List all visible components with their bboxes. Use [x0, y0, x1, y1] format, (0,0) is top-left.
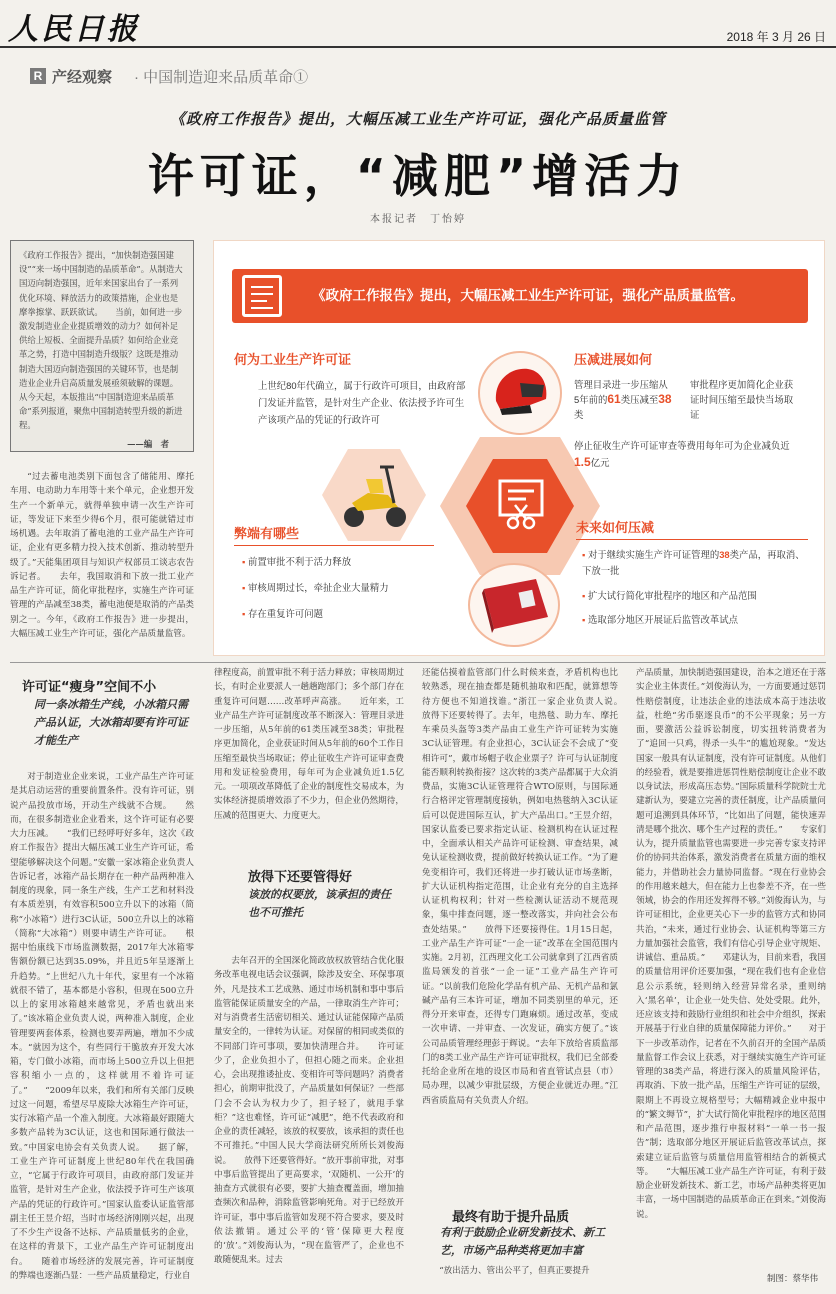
section-subheading-1: 同一条冰箱生产线，小冰箱只需产品认证，大冰箱却要有许可证才能生产: [34, 698, 188, 747]
future-item: ▪ 选取部分地区开展证后监管改革试点: [582, 613, 738, 627]
editor-note-sign: ——编 者: [127, 438, 169, 449]
progress-heading: 压减进展如何: [574, 352, 653, 367]
drawback-item: ▪ 前置审批不利于活力释放: [242, 555, 351, 569]
column-series: · 中国制造迎来品质革命①: [134, 69, 309, 86]
drawback-item: ▪ 存在重复许可问题: [242, 607, 323, 621]
divider: [10, 662, 826, 663]
newspaper-logo: 人民日报: [8, 12, 140, 47]
progress-item-approval: 审批程序更加简化企业获证时间压缩至最快当场取证: [690, 379, 794, 420]
what-is-text: 上世纪80年代确立，属于行政许可项目，由政府部门发证并监管，是针对生产企业、依法授予许可生产该项产品的凭证的行政许可: [258, 380, 466, 425]
article-column-3: 还能估摸着监管部门什么时候来查，矛盾机构也比较熟悉，现在抽查都是随机抽取和匹配，就算想等待方便也不知道找谁。”浙江一家企业负责人说。 放得下还要转得了。去年，电热毯、助力车、摩托车乘员头盔等3类产品由工业生产许可证转为实施3C认证管理。有企业担心，3C认证会不会成了“变相许可”，戴市场帽子收企业票子？许可与认证制度能否顺利转换衔接？这次转的3类产品都属于大众消费品，实施3C认证管理符合WTO原则，与国际通行合格评定管理制度接轨，例如电热毯纳入3C认证后可以促进国际互认，扩大产品出口。”王昱介绍，国家认监委已要求指定认证、检测机构在认证过程中，全面承认相关产品许可证检测、审查结果，减免认证检测收费，提前做好转换认证工作。“为了避免变相许可，我们还将进一步打破认证市场垄断，扩大认证机构指定范围，让企业有充分的自主选择认证机构权利；针对一些检测认证活动不规范现象，集中排查问题，逐一整改落实，并向社会公布查处结果。” 放得下还要接得住。1月15日起，工业产品生产许可证“一企一证”改革在全国范围内实施。2月初，江西理文化工公司就拿到了江西省质监局颁发的首张“一企一证”工业产品生产许可证。“以前我们危险化学品有机产品、无机产品和氯碱产品有三本许可证，增加不同类别里的单元，还得分开来审查，还得专门跑麻烦。通过改革，变成一次申请、一并审查、一次发证，确实方便了。”该公司品质管理经理彭于辉说。“去年下放给省质监部门的8类工业产品生产许可证审批权，我们已全部委托给企业所在地的设区市局和省直管试点县（市）局办理，以减少审批层级，方便企业就近办理。”江西省质监局有关负责人介绍。: [422, 668, 636, 1106]
article-intro: “过去蓄电池类别下面包含了储能用、摩托车用、电动助力车用等十来个单元，企业想开发生产一个新单元，就得单独申请一次生产许可证，等发证下来至少得6个月，很可能就错过市场机遇。去年取消了蓄电池的工业产品生产许可证，企业有更多精力投入技术创新、推动转型升级了。”天能集团项目与知识产权部员工谈志农告诉记者。 去年，我国取消和下放一批工业产品生产许可证，简化审批程序，实施生产许可证管理的产品减至38类，蓄电池便是取消的产品类别之一。今年，《政府工作报告》进一步提出，大幅压减工业生产许可证，强化产品质量监管。: [10, 472, 194, 639]
masthead: [0, 0, 836, 48]
article-column-3-tail: “放出活力、管出公平了，但真正要提升: [439, 1266, 590, 1276]
article-column-1: 对于制造业企业来说，工业产品生产许可证是其启动运营的重要前置条件。没有许可证，别说产品投放市场，开动生产线就不合规。 然而，在很多制造业企业看来，这个许可证有必要大力压减。 “我们已经呼吁好多年，这次《政府工作报告》提出大幅压减工业生产许可证，希望能够解决这个问题。”安徽一家冰箱企业负责人告诉记者，冰箱产品长期存在一种产品两种准入制度的现象，同一条生产线，生产工艺和材料没有本质差别，有效容积500立升以下的冰箱（简称“小冰箱”）进行3C认证，500立升以上的冰箱（简称“大冰箱”）则要申请生产许可证。 根据中怡康线下市场监测数据，2017年大冰箱零售额份额已达到35.09%，并且近5年呈逐渐上升趋势。“上世纪八九十年代，家里有一个冰箱就很不错了，基本都是小容积，但现在500立升以上的家用冰箱越来越常见，矛盾也就出来了。”该冰箱企业负责人说，两种准入制度，企业管理要两套体系，检测也要弄两遍，增加不少成本。“就因为这个，有些同行干脆放弃开发大冰箱，专门做小冰箱，而市场上500立升以上但把容积缩小一点的，这样就用不着许可证了。” “2009年以来，我们和所有关部门反映过这一问题，希望尽早废除大冰箱生产许可证，实行冰箱产品一个准入制度。大冰箱最好跟随大多数产品转为3C认证，这也和国际通行做法一致。”中国家电协会有关负责人说。 据了解，工业生产许可证制度上世纪80年代在我国确立，“它属于行政许可项目，由政府部门发证并监管，是针对生产企业，依法授予许可生产该项产品的凭证的行政许可。”国家认监委认证监管部副主任王昱介绍，当时市场经济刚刚兴起，出现了不少生产设备不达标、产品质量低劣的企业，在这样的背景下，工业产品生产许可证制度出台。 随着市场经济的发展完善，许可证制度的弊端也逐渐凸显：一些产品质量稳定，行业自: [10, 772, 194, 1281]
progress-item-directory: 管理目录进一步压缩从5年前的61类压减至38类: [574, 379, 672, 420]
drawbacks-heading: 弊端有哪些: [234, 526, 300, 541]
scooter-icon: [338, 457, 412, 531]
certificate-scissors-icon: [496, 479, 546, 531]
section-subheading-2: 该放的权要放，该承担的责任也不可推托: [248, 888, 391, 919]
column-title: 产经观察: [52, 69, 113, 86]
editor-note-box: [10, 240, 194, 452]
future-item: ▪ 对于继续实施生产许可证管理的38类产品，再取消、下放一批: [582, 547, 808, 579]
section-subheading-3: 有利于鼓励企业研发新技术、新工艺，市场产品种类将更加丰富: [440, 1226, 605, 1257]
section-heading-1: 许可证“瘦身”空间不小: [22, 680, 157, 695]
what-is-heading: 何为工业生产许可证: [234, 352, 352, 367]
infographic: [213, 240, 825, 656]
graphic-credit: 制图：蔡华伟: [766, 1274, 818, 1284]
future-item: ▪ 扩大试行简化审批程序的地区和产品范围: [582, 589, 757, 603]
editor-note-text: 《政府工作报告》提出，“加快制造强国建设”“来一场中国制造的品质革命”。从制造大国迈向制造强国，近年来国家出台了一系列优化环境、释放活力的政策措施，企业也是摩拳擦掌、跃跃欲试。 当前，如何进一步激发制造业企业提质增效的动力？如何补足供给上短板、全面提升品质？如何给企业竞革之势，打造中国制造升级版？这既是推动制造大国迈向制造强国的关键环节，也是制造业企业升启高质量发展亟须破解的课题。从今天起，本版推出“中国制造迎来品质革命”系列报道，聚焦中国制造转型升级的新进程。: [19, 250, 183, 431]
helmet-icon: [490, 365, 550, 419]
publication-date: 2018 年 3 月 26 日: [726, 30, 826, 44]
section-heading-2: 放得下还要管得好: [248, 870, 353, 885]
infographic-banner: 《政府工作报告》提出，大幅压减工业生产许可证，强化产品质量监管。: [232, 269, 808, 323]
progress-item-fees: 停止征收生产许可证审查等费用每年可为企业减负近1.5亿元: [574, 440, 790, 469]
section-heading-3: 最终有助于提升品质: [452, 1210, 570, 1225]
article-column-2-top: 律程度高，前置审批不利于活力释放；审核周期过长，有时企业要派人一趟趟跑部门；多个部门存在重复许可问题……改革呼声高涨。 近年来，工业产品生产许可证制度改革不断深入：管理目录进一步压缩，从5年前的61类压减至38类；审批程序更加简化，企业获证时间从5年前的60个工作日压缩至最快当场取证；停止征收生产许可证审查费用和发证检验费用，每年可为企业减负近1.5亿元。一项项改革降低了企业的制度性交易成本，为实体经济提质增效添了不少力，但企业仍然期待，压减的范围更大、力度更大。: [214, 668, 404, 821]
article-subtitle: 《政府工作报告》提出，大幅压减工业生产许可证，强化产品质量监管: [169, 110, 666, 128]
article-column-2-bottom: 去年召开的全国深化简政放权放管结合优化服务改革电视电话会议强调，除涉及安全、环保事项外，凡是技术工艺成熟、通过市场机制和事中事后监管能保证质量安全的产品，一律取消生产许可；对与消费者生活密切相关、通过认证能保障产品质量安全的，一律转为认证。对保留的相同或类似的不同部门许可事项，要加快清理合并。 许可证少了，企业负担小了，但担心随之而来。企业担心，会出现推诿扯皮、变相许可等问题吗？消费者担心，前期审批没了，产品质量如何保证？一些部门会不会认为权力少了，担子轻了，就甩手掌柜？”这也难怪，许可证“减肥”，绝不代表政府和企业的责任减轻，该放的权要放，该承担的责任也不可推托。”中国人民大学商法研究所所长刘俊海说。 放得下还要管得好。“放开事前审批，对事中事后监管提出了更高要求，‘双随机、一公开’的抽查方式就很有必要，要扩大抽查覆盖面，增加抽查频次和品种，消除监管影响死角。对于已经放开许可证，事中事后监管如发现不符合要求，要及时依法撤销。通过公平的‘管’保障更大程度的‘放’。”刘俊海认为，“现在监管严了，企业也不敢随便乱来。过去: [214, 956, 404, 1266]
byline: 本报记者 丁怡婷: [370, 214, 466, 225]
article-column-4: 产品质量，加快制造强国建设，治本之道还在于落实企业主体责任。”刘俊海认为，一方面要通过惩罚性赔偿制度，让违法企业的违法成本高于违法收益，杜绝“劣币驱逐良币”的不公平现象；另一方面，要激活公益诉讼制度，切实扭转消费者为了“追回一只鸡，得杀一头牛”的尴尬现象。“发达国家一般具有认证制度，没有许可证制度。从他们的经验看，就是要推进惩罚性赔偿制度让企业不敢以身试法，形成高压态势。”国际质量科学院院士尤建新认为，要建立完善的责任制度，让产品质量问题可追溯到具体环节，“比如出了问题，能快速弄清是哪个批次、哪个生产过程的责任。” 专家们认为，提升质量监管也需要进一步完善专家支持评价的协同共治体系，激发消费者在质量方面的维权能力，并借助社会力量协同监督。“现在行业协会的作用越来越大，但在能力上也参差不齐，在一些领域，协会的作用还发挥得不够。”刘俊海认为，与许可证相比，企业更关心下一步的监管方式和协同共治，“未来，通过行业协会、认证机构等第三方力量加强社会监管，我们有信心引导企业守规矩、讲诚信、重品质。” 邓建认为，目前来看，我国的质量信用评价还要加强，“现在我们也有企业信息公示系统，轻则纳入经营异常名录，重则纳入‘黑名单’，让企业一处失信、处处受限。此外，还应该支持和鼓励行业组织和社会中介组织，探索开展基于行业自律的质量保障能力评价。” 对于下一步改革动作，记者在不久前召开的全国产品质量监督工作会议上获悉，对于继续实施生产许可证管理的38类产品，将进行深入的质量风险评估，再取消、下放一批产品，压缩生产许可证的层级，限期上不再设立规格型号；大幅精减企业申报中的“繁文缛节”，扩大试行简化审批程序的地区范围和产品范围，逐步推行申报材料“一单一书一报告”制；选取部分地区开展证后监管改革试点，探索建立证后监管与质量信用监管相结合的新模式等。 “大幅压减工业产品生产许可证，有利于鼓励企业研发新技术、新工艺，市场产品种类将更加丰富，一场中国制造的品质革命正在到来。”刘俊海说。: [636, 668, 826, 1220]
electric-blanket-icon: [478, 573, 552, 635]
column-band: [30, 66, 800, 90]
document-icon: [242, 275, 282, 317]
drawback-item: ▪ 审核周期过长，牵扯企业大量精力: [242, 581, 389, 595]
article-headline: 许可证，“减肥”增活力: [147, 149, 689, 203]
column-logo-icon: R: [30, 68, 46, 84]
future-rule: [576, 539, 808, 540]
future-heading: 未来如何压减: [576, 520, 655, 535]
drawbacks-rule: [234, 545, 434, 546]
